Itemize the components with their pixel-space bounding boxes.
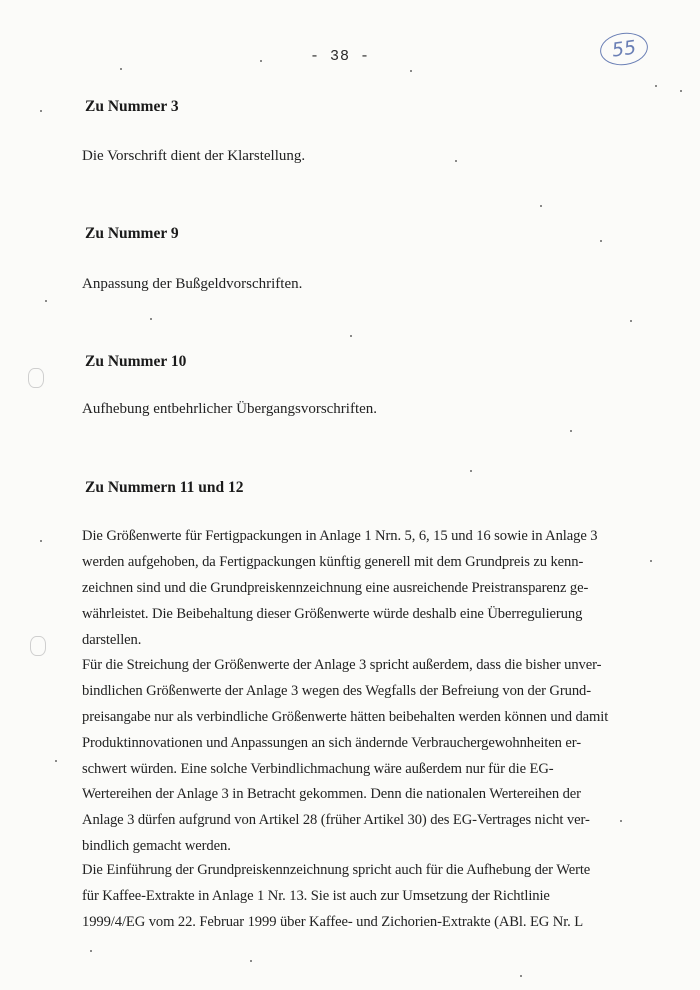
section-heading-nummern-11-12: Zu Nummern 11 und 12: [85, 479, 244, 496]
scan-speck: [520, 975, 522, 977]
scan-speck: [40, 540, 42, 542]
scan-speck: [470, 470, 472, 472]
section-heading-nummer-3: Zu Nummer 3: [85, 98, 179, 115]
section-text-nummer-9: Anpassung der Bußgeldvorschriften.: [82, 276, 303, 292]
scan-speck: [650, 560, 652, 562]
page-stamp: [598, 30, 650, 68]
scan-speck: [655, 85, 657, 87]
paragraph-line: 1999/4/EG vom 22. Februar 1999 über Kaffee- und Zichorien-Extrakte (ABl. EG Nr. L: [82, 914, 584, 930]
binding-hole-mark: [28, 368, 44, 388]
paragraph-line: währleistet. Die Beibehaltung dieser Größenwerte würde deshalb eine Überregulierung: [82, 606, 583, 622]
paragraph-line: Wertereihen der Anlage 3 in Betracht gekommen. Denn die nationalen Wertereihen der: [82, 786, 581, 802]
scan-speck: [250, 960, 252, 962]
paragraph-line: bindlichen Größenwerte der Anlage 3 wegen des Wegfalls der Befreiung von der Grund-: [82, 683, 591, 699]
paragraph-line: Die Einführung der Grundpreiskennzeichnung spricht auch für die Aufhebung der Werte: [82, 862, 591, 878]
scan-speck: [260, 60, 262, 62]
scan-speck: [630, 320, 632, 322]
paragraph-line: zeichnen sind und die Grundpreiskennzeichnung eine ausreichende Preistransparenz ge-: [82, 580, 589, 596]
section-heading-nummer-9: Zu Nummer 9: [85, 225, 179, 242]
paragraph-line: werden aufgehoben, da Fertigpackungen künftig generell mit dem Grundpreis zu kenn-: [82, 554, 584, 570]
binding-hole-mark: [30, 636, 46, 656]
scan-speck: [680, 90, 682, 92]
scan-speck: [45, 300, 47, 302]
paragraph-line: Anlage 3 dürfen aufgrund von Artikel 28 (früher Artikel 30) des EG-Vertrages nicht ver-: [82, 812, 590, 828]
page-number: - 38 -: [309, 48, 370, 65]
scan-speck: [150, 318, 152, 320]
scan-speck: [540, 205, 542, 207]
paragraph-line: Für die Streichung der Größenwerte der Anlage 3 spricht außerdem, dass die bisher unver-: [82, 657, 602, 673]
scan-speck: [120, 68, 122, 70]
scan-speck: [410, 70, 412, 72]
section-text-nummer-3: Die Vorschrift dient der Klarstellung.: [82, 148, 306, 164]
scan-speck: [570, 430, 572, 432]
scan-speck: [455, 160, 457, 162]
scan-speck: [350, 335, 352, 337]
paragraph-line: schwert würden. Eine solche Verbindlichmachung wäre außerdem nur für die EG-: [82, 761, 554, 777]
section-heading-nummer-10: Zu Nummer 10: [85, 353, 187, 370]
scan-speck: [90, 950, 92, 952]
stamp-label: 55: [610, 36, 638, 62]
section-text-nummer-10: Aufhebung entbehrlicher Übergangsvorschriften.: [82, 401, 378, 417]
scan-speck: [55, 760, 57, 762]
scan-speck: [600, 240, 602, 242]
scan-speck: [40, 110, 42, 112]
paragraph-line: Die Größenwerte für Fertigpackungen in Anlage 1 Nrn. 5, 6, 15 und 16 sowie in Anlage 3: [82, 528, 598, 544]
paragraph-line: Produktinnovationen und Anpassungen an sich ändernde Verbrauchergewohnheiten er-: [82, 735, 581, 751]
paragraph-line: für Kaffee-Extrakte in Anlage 1 Nr. 13. Sie ist auch zur Umsetzung der Richtlinie: [82, 888, 550, 904]
scan-speck: [620, 820, 622, 822]
paragraph-line: bindlich gemacht werden.: [82, 838, 231, 854]
paragraph-line: preisangabe nur als verbindliche Größenwerte hätten beibehalten werden können und damit: [82, 709, 609, 725]
paragraph-line: darstellen.: [82, 632, 142, 648]
